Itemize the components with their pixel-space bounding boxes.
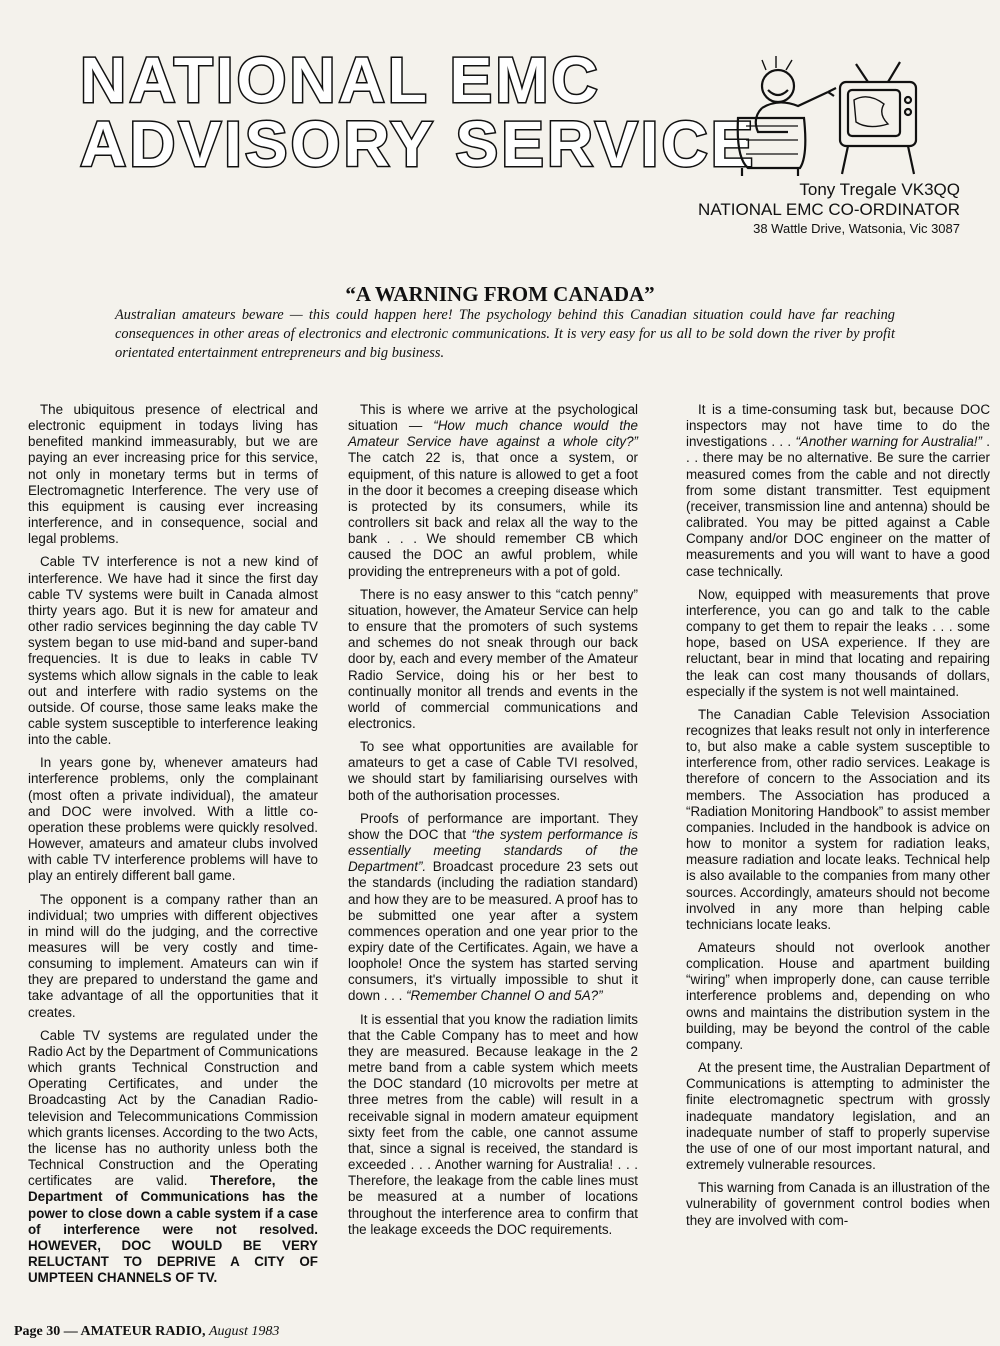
cartoon-illustration: [728, 48, 928, 178]
quote-text: “How much chance would the Amateur Service have against a whole city?”: [348, 418, 638, 450]
masthead-line-2: ADVISORY SERVICE: [80, 108, 757, 180]
paragraph: Now, equipped with measurements that prove interference, you can go and talk to the cable company to get them to repair the leaks . . . some hope, based on USA experience. If they are reluctant, bear in mind that locating and repairing the leak can cost many thousands of dollars, especially if the system is not well maintained.: [686, 586, 990, 699]
paragraph: At the present time, the Australian Department of Communications is attempting to administer the finite electromagnetic spectrum with grossly inadequate mandatory legislation, and an inadequate number of staff to properly supervise the use of one of our most important natural, and extremely vulnerable resources.: [686, 1060, 990, 1173]
paragraph: In years gone by, whenever amateurs had interference problems, only the complainant (most often a private individual), the amateur and DOC were involved. With a little co-operation these problems were quickly resolved. However, amateurs and amateur clubs involved with cable TV interference problems will have to play an entirely different ball game.: [28, 755, 318, 884]
paragraph-text: Broadcast procedure 23 sets out the standards (including the radiation standard) and how they are to be measured. A proof has to be submitted one year after a system commences operation and one year prior to the expiry date of the Certificates. Again, we have a loophole! Once the system has started serving consumers, it's virtually impossible to shut it down . . .: [348, 859, 638, 1004]
author-role: NATIONAL EMC CO-ORDINATOR: [698, 200, 960, 219]
column-2: [348, 402, 638, 1245]
paragraph-text: The catch 22 is, that once a system, or equipment, of this nature is allowed to get a foot in the door it becomes a creeping disease which is protected by its consumers, while its controllers sit back and relax all the way to the bank . . . We should remember CB which caused the DOC an awful problem, while providing the entrepreneurs with a pot of gold.: [348, 450, 638, 579]
quote-text: “Another warning for Australia!”: [795, 434, 982, 450]
emphasis-text: Therefore, the Department of Communications has the power to close down a cable system if a case of interference were not resolved. HOWEVER, DOC WOULD BE VERY RELUCTANT TO DEPRIVE A CITY OF UMPTEEN CHANNELS OF TV.: [28, 1173, 318, 1286]
paragraph-text: It is a time-consuming task but, because DOC inspectors may not have time to do the investigations . . .: [686, 402, 990, 450]
paragraph: [686, 402, 990, 580]
author-address: 38 Wattle Drive, Watsonia, Vic 3087: [753, 221, 960, 236]
paragraph-text: . . . there may be no alternative. Be sure the carrier measured comes from the cable and not directly from some distant transmitter. Test equipment (receiver, transmission line and antenna) should be calibrated. You may be pitted against a Cable Company and/or DOC engineer on the matter of measurements and you will want to have a good case technically.: [686, 434, 990, 579]
column-1: [28, 402, 318, 1293]
masthead-line-1: NATIONAL EMC: [80, 44, 601, 116]
paragraph-text: This is where we arrive at the psychological situation —: [348, 402, 638, 434]
footer-date: August 1983: [208, 1324, 280, 1339]
masthead-title: [80, 44, 757, 180]
article-intro: Australian amateurs beware — this could happen here! The psychology behind this Canadian situation could have far reaching consequences in other areas of electronics and electronic communications. It is very easy for us all to be sold down the river by profit orientated entertainment entrepreneurs and big business.: [115, 307, 895, 361]
paragraph: There is no easy answer to this “catch penny” situation, however, the Amateur Service can help to ensure that the promoters of such systems and schemes do not sneak through our back door by, each and every member of the Amateur Radio Service, doing his or her best to continually monitor all trends and events in the world of commercial communications and electronics.: [348, 586, 638, 731]
paragraph: The Canadian Cable Television Association recognizes that leaks result not only in interference to, but also make a cable system susceptible to interference from, other radio services. Leakage is therefore of concern to the Association and its members. The Association has produced a “Radiation Monitoring Handbook” to assist member companies. Included in the handbook is advice on how to monitor a system for radiation leaks, measure radiation and locate leaks. Technical help is also available to the companies from many other sources. Accordingly, amateurs should not become involved in any more than helping cable technicians locate leaks.: [686, 706, 990, 932]
paragraph: Amateurs should not overlook another complication. House and apartment building “wiring” when improperly done, can cause terrible interference problems and, depending on who owns and maintains the distribution system in the building, may be beyond the control of the cable company.: [686, 940, 990, 1052]
paragraph: The ubiquitous presence of electrical and electronic equipment in todays living has benefited mankind immeasurably, but we are paying an ever increasing price for this service, not only in monetary terms but in terms of Electromagnetic Interference. The very use of this equipment is causing ever increasing interference, and in consequence, social and legal problems.: [28, 402, 318, 547]
paragraph: This warning from Canada is an illustration of the vulnerability of government control bodies when they are involved with com-: [686, 1180, 990, 1228]
paragraph-text: Cable TV systems are regulated under the Radio Act by the Department of Communications which grants Technical Construction and Operating Certificates, and under the Broadcasting Act by the Canadian Radio-television and Telecommunications Commission which grants licenses. According to the two Acts, the license has no authority unless both the Technical Construction and the Operating certificates are valid.: [28, 1027, 318, 1189]
paragraph: [348, 402, 638, 580]
author-name: Tony Tregale VK3QQ: [799, 180, 960, 199]
footer-page: Page 30 — AMATEUR RADIO,: [14, 1324, 206, 1339]
author-block: [698, 180, 960, 238]
paragraph: The opponent is a company rather than an individual; two umpries with different objectives in mind will do the judging, and the corrective measures will be very costly and time-consuming to implement. Amateurs can win if they are prepared to understand the game and take advantage of all the opportunities that it creates.: [28, 891, 318, 1020]
column-3: [686, 402, 990, 1236]
paragraph-text: Proofs of performance are important. They show the DOC that: [348, 810, 638, 842]
article-headline: “A WARNING FROM CANADA”: [345, 282, 655, 306]
paragraph: To see what opportunities are available for amateurs to get a case of Cable TVI resolved, we should start by familiarising ourselves with both of the authorisation processes.: [348, 739, 638, 803]
page-footer: [14, 1324, 279, 1340]
paragraph: Cable TV interference is not a new kind of interference. We have had it since the first day cable TV systems were built in Canada almost thirty years ago. But it is new for amateur and other radio services beginning the day cable TV system began to use mid-band and super-band frequencies. It is due to leaks in cable TV systems which allow signals in the cable to leak out and interfere with radio systems on the outside. Of course, those same leaks make the cable system susceptible to interference leaking into the cable.: [28, 554, 318, 748]
paragraph: [28, 1028, 318, 1287]
paragraph: It is essential that you know the radiation limits that the Cable Company has to meet and how they are measured. Because leakage in the 2 metre band from a cable system which meets the DOC standard (10 microvolts per metre at three metres from the cable) will result in a receivable signal in modern amateur equipment sixty feet from the cable, one cannot assume that, since a signal is received, the standard is exceeded . . . Another warning for Australia! . . . Therefore, the leakage from the cable lines must be measured at a number of locations throughout the interference area to confirm that the leakage exceeds the DOC requirements.: [348, 1011, 638, 1237]
quote-text: “Remember Channel O and 5A?”: [406, 988, 603, 1004]
quote-text: “the system performance is essentially meeting standards of the Department”.: [348, 826, 638, 875]
paragraph: [348, 811, 638, 1005]
